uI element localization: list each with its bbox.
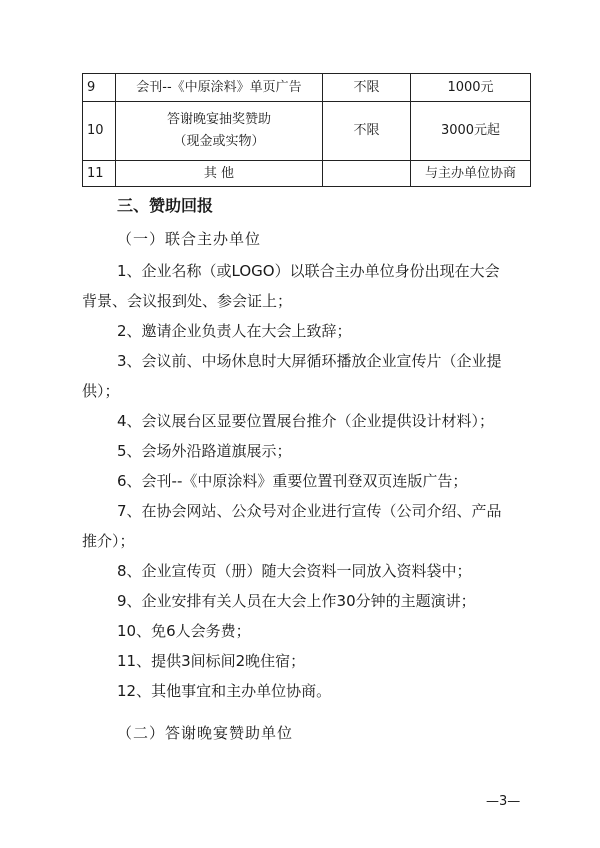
list-item-text: 4、会议展台区显要位置展台推介（企业提供设计材料）； <box>117 412 495 430</box>
row-item <box>116 102 323 161</box>
row-quota: 不限 <box>323 102 411 161</box>
table-row <box>83 74 531 102</box>
list-item-text: 2、邀请企业负责人在大会上致辞； <box>117 322 352 340</box>
subheading-banquet-sponsor: （二）答谢晚宴赞助单位 <box>117 724 294 742</box>
list-item-text: 1、企业名称（或LOGO）以联合主办单位身份出现在大会 <box>117 262 500 280</box>
table-row <box>83 161 531 187</box>
list-item <box>82 586 532 616</box>
row-number: 10 <box>83 102 116 161</box>
sponsorship-table <box>82 73 531 187</box>
row-item: 会刊--《中原涂料》单页广告 <box>116 74 323 102</box>
list-item-continuation: 背景、会议报到处、参会证上； <box>82 292 293 310</box>
list-item <box>82 466 532 496</box>
list-item-text: 5、会场外沿路道旗展示； <box>117 442 292 460</box>
list-item <box>82 316 532 346</box>
list-item-text: 10、免6人会务费； <box>117 622 251 640</box>
list-item-text: 7、在协会网站、公众号对企业进行宣传（公司介绍、产品 <box>117 502 502 520</box>
row-price: 与主办单位协商 <box>411 161 531 187</box>
list-item <box>82 436 532 466</box>
row-number: 11 <box>83 161 116 187</box>
section-title: 三、赞助回报 <box>117 196 214 215</box>
list-item <box>82 616 532 646</box>
list-item-text: 6、会刊--《中原涂料》重要位置刊登双页连版广告； <box>117 472 468 490</box>
list-item <box>82 496 532 556</box>
row-quota <box>323 161 411 187</box>
page-number: —3— <box>486 794 521 809</box>
row-item-line: （现金或实物） <box>173 134 265 149</box>
row-price: 1000元 <box>411 74 531 102</box>
list-item <box>82 346 532 406</box>
list-item <box>82 256 532 316</box>
list-item-text: 11、提供3间标间2晚住宿； <box>117 652 306 670</box>
list-item <box>82 556 532 586</box>
list-item-text: 12、其他事宜和主办单位协商。 <box>117 682 332 700</box>
list-item <box>82 676 532 706</box>
list-item-text: 9、企业安排有关人员在大会上作30分钟的主题演讲； <box>117 592 476 610</box>
table-row <box>83 102 531 161</box>
row-item: 其 他 <box>116 161 323 187</box>
row-price: 3000元起 <box>411 102 531 161</box>
row-item-line: 答谢晚宴抽奖赞助 <box>166 112 271 127</box>
benefit-list <box>82 256 532 706</box>
row-quota: 不限 <box>323 74 411 102</box>
subheading-co-organizer: （一）联合主办单位 <box>117 230 262 248</box>
list-item-continuation: 推介）； <box>82 532 135 550</box>
list-item <box>82 406 532 436</box>
list-item-continuation: 供）； <box>82 382 120 400</box>
list-item <box>82 646 532 676</box>
list-item-text: 3、会议前、中场休息时大屏循环播放企业宣传片（企业提 <box>117 352 502 370</box>
row-number: 9 <box>83 74 116 102</box>
list-item-text: 8、企业宣传页（册）随大会资料一同放入资料袋中； <box>117 562 472 580</box>
